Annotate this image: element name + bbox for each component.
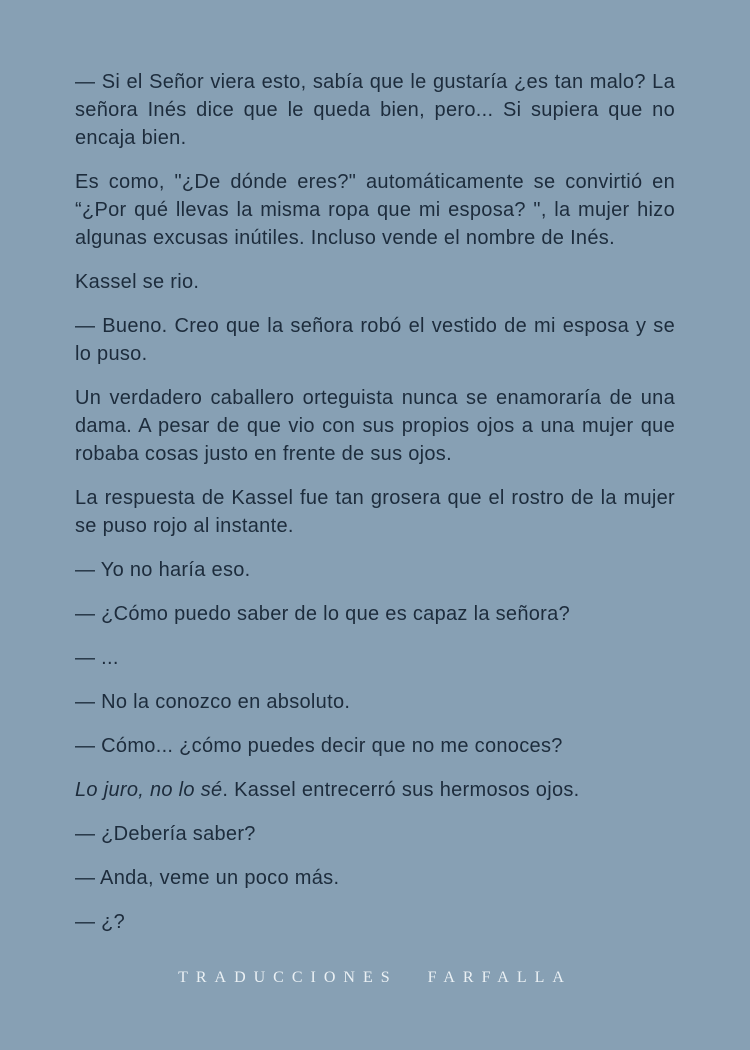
paragraph: [75, 820, 675, 848]
paragraph-text: — ...: [75, 647, 119, 669]
paragraph: [75, 688, 675, 716]
paragraph: [75, 732, 675, 760]
paragraph: [75, 600, 675, 628]
translator-watermark: [0, 968, 750, 988]
paragraph-text: La respuesta de Kassel fue tan grosera que el rostro de la mujer se puso rojo al instante.: [75, 487, 675, 537]
paragraph-text: — No la conozco en absoluto.: [75, 691, 351, 713]
paragraph: [75, 168, 675, 252]
paragraph-text: — ¿?: [75, 911, 126, 933]
paragraph: [75, 776, 675, 804]
paragraph-text: — Si el Señor viera esto, sabía que le gustaría ¿es tan malo? La señora Inés dice que le queda bien, pero... Si supiera que no encaja bien.: [75, 71, 675, 149]
paragraph: [75, 908, 675, 936]
paragraph-text: — ¿Cómo puedo saber de lo que es capaz la señora?: [75, 603, 570, 625]
novel-text-body: [75, 68, 675, 952]
paragraph: [75, 556, 675, 584]
paragraph: [75, 864, 675, 892]
paragraph: [75, 68, 675, 152]
paragraph-text: — Cómo... ¿cómo puedes decir que no me conoces?: [75, 735, 563, 757]
italic-text: Lo juro, no lo sé: [75, 779, 223, 801]
paragraph-text: Es como, "¿De dónde eres?" automáticamente se convirtió en “¿Por qué llevas la misma ropa que mi esposa? ", la mujer hizo algunas excusas inútiles. Incluso vende el nombre de Inés.: [75, 171, 675, 249]
paragraph-text: Kassel se rio.: [75, 271, 200, 293]
paragraph: [75, 312, 675, 368]
paragraph-text: Un verdadero caballero orteguista nunca se enamoraría de una dama. A pesar de que vio con sus propios ojos a una mujer que robaba cosas justo en frente de sus ojos.: [75, 387, 675, 465]
paragraph-text: — Yo no haría eso.: [75, 559, 251, 581]
paragraph-text: . Kassel entrecerró sus hermosos ojos.: [222, 779, 580, 801]
paragraph: [75, 644, 675, 672]
paragraph: [75, 268, 675, 296]
paragraph-text: — ¿Debería saber?: [75, 823, 256, 845]
paragraph-text: — Bueno. Creo que la señora robó el vestido de mi esposa y se lo puso.: [75, 315, 675, 365]
translator-watermark-label: TRADUCCIONES FARFALLA: [178, 969, 572, 986]
paragraph-text: — Anda, veme un poco más.: [75, 867, 340, 889]
paragraph: [75, 484, 675, 540]
paragraph: [75, 384, 675, 468]
